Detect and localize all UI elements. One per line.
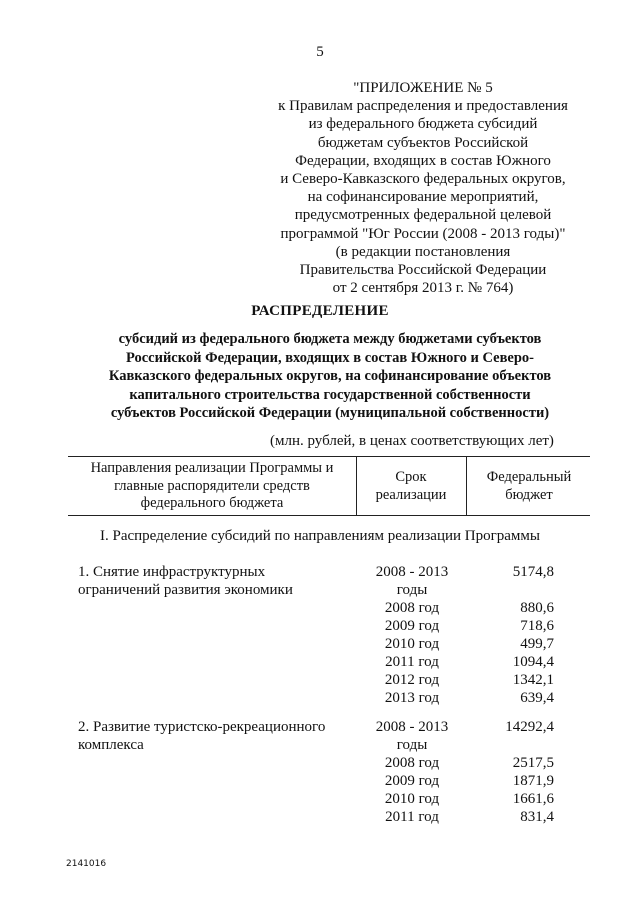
- subtitle-line: субъектов Российской Федерации (муниципальной собственности): [110, 405, 550, 421]
- amount-cell: 1871,9: [512, 773, 554, 789]
- appendix-line: Правительства Российской Федерации: [299, 262, 547, 279]
- header-line: Срок: [395, 469, 427, 485]
- table-row: [0, 617, 640, 635]
- table-column-divider: [356, 456, 357, 515]
- appendix-line: программой "Юг России (2008 - 2013 годы)": [280, 225, 566, 242]
- appendix-line: на софинансирование мероприятий,: [307, 189, 539, 206]
- header-line: реализации: [375, 486, 447, 503]
- amount-cell: 1342,1: [512, 672, 554, 688]
- section-title: I. Распределение субсидий по направлениям реализации Программы: [100, 528, 540, 544]
- table-top-rule: [68, 456, 590, 457]
- period-cell: 2008 год: [384, 600, 440, 616]
- appendix-line: от 2 сентября 2013 г. № 764): [332, 280, 514, 297]
- table-row: [0, 689, 640, 707]
- table-row: [0, 736, 640, 754]
- period-cell: 2009 год: [384, 773, 440, 789]
- amount-cell: 14292,4: [505, 719, 554, 735]
- subtitle-line: Кавказского федеральных округов, на софинансирование объектов: [108, 368, 552, 384]
- amount-cell: 1094,4: [512, 654, 554, 670]
- period-cell: 2011 год: [385, 809, 439, 825]
- amount-cell: 718,6: [520, 618, 554, 634]
- amount-cell: 5174,8: [512, 564, 554, 580]
- appendix-line: "ПРИЛОЖЕНИЕ № 5: [353, 80, 493, 96]
- header-period: [358, 469, 464, 504]
- header-line: федерального бюджета: [140, 495, 284, 511]
- table-row: [0, 599, 640, 617]
- table-row: [0, 563, 640, 581]
- appendix-heading: [262, 79, 584, 297]
- appendix-line: и Северо-Кавказского федеральных округов,: [280, 171, 566, 188]
- subtitle-line: капитального строительства государственной собственности: [129, 386, 531, 403]
- direction-label-line: комплекса: [78, 737, 144, 753]
- subtitle-line: субсидий из федерального бюджета между бюджетами субъектов: [118, 331, 542, 347]
- appendix-line: к Правилам распределения и предоставления: [278, 98, 568, 115]
- appendix-line: предусмотренных федеральной целевой: [294, 207, 552, 224]
- period-cell: 2013 год: [384, 690, 440, 706]
- direction-label-line: 1. Снятие инфраструктурных: [78, 564, 266, 580]
- period-cell: 2010 год: [384, 791, 440, 807]
- table-row: [0, 671, 640, 689]
- table-column-divider: [466, 456, 467, 515]
- header-line: Федеральный: [486, 469, 572, 485]
- period-cell: 2012 год: [384, 672, 440, 688]
- appendix-line: Федерации, входящих в состав Южного: [295, 152, 551, 169]
- amount-cell: 2517,5: [512, 755, 554, 771]
- appendix-line: (в редакции постановления: [335, 243, 511, 260]
- document-title: РАСПРЕДЕЛЕНИЕ: [251, 303, 389, 319]
- header-directions: [70, 460, 354, 513]
- subtitle-line: Российской Федерации, входящих в состав Южного и Северо-: [125, 349, 535, 366]
- table-row: [0, 581, 640, 599]
- amount-cell: 880,6: [520, 600, 554, 616]
- table-row: [0, 653, 640, 671]
- period-cell: 2009 год: [384, 618, 440, 634]
- footer-code: 2141016: [66, 859, 107, 869]
- direction-label-line: ограничений развития экономики: [78, 582, 293, 598]
- amount-cell: 831,4: [520, 809, 554, 825]
- amount-cell: 1661,6: [512, 791, 554, 807]
- period-cell: годы: [396, 737, 428, 753]
- period-cell: 2008 - 2013: [375, 719, 449, 735]
- amount-cell: 499,7: [520, 636, 554, 652]
- document-subtitle: [60, 330, 600, 423]
- page-number: 5: [316, 44, 324, 60]
- period-cell: 2011 год: [385, 654, 439, 670]
- header-line: Направления реализации Программы и: [90, 460, 334, 476]
- table-row: [0, 754, 640, 772]
- direction-label-line: 2. Развитие туристско-рекреационного: [78, 719, 326, 735]
- table-row: [0, 808, 640, 826]
- table-header-rule: [68, 515, 590, 516]
- period-cell: 2010 год: [384, 636, 440, 652]
- table-row: [0, 790, 640, 808]
- amount-cell: 639,4: [520, 690, 554, 706]
- period-cell: 2008 год: [384, 755, 440, 771]
- header-line: главные распорядители средств: [114, 477, 310, 494]
- period-cell: 2008 - 2013: [375, 564, 449, 580]
- table-row: [0, 718, 640, 736]
- period-cell: годы: [396, 582, 428, 598]
- table-row: [0, 635, 640, 653]
- header-line: бюджет: [505, 486, 553, 503]
- units-note: (млн. рублей, в ценах соответствующих лет): [270, 433, 554, 449]
- table-row: [0, 772, 640, 790]
- appendix-line: из федерального бюджета субсидий: [308, 116, 538, 133]
- appendix-line: бюджетам субъектов Российской: [317, 134, 529, 151]
- header-federal-budget: [468, 469, 590, 504]
